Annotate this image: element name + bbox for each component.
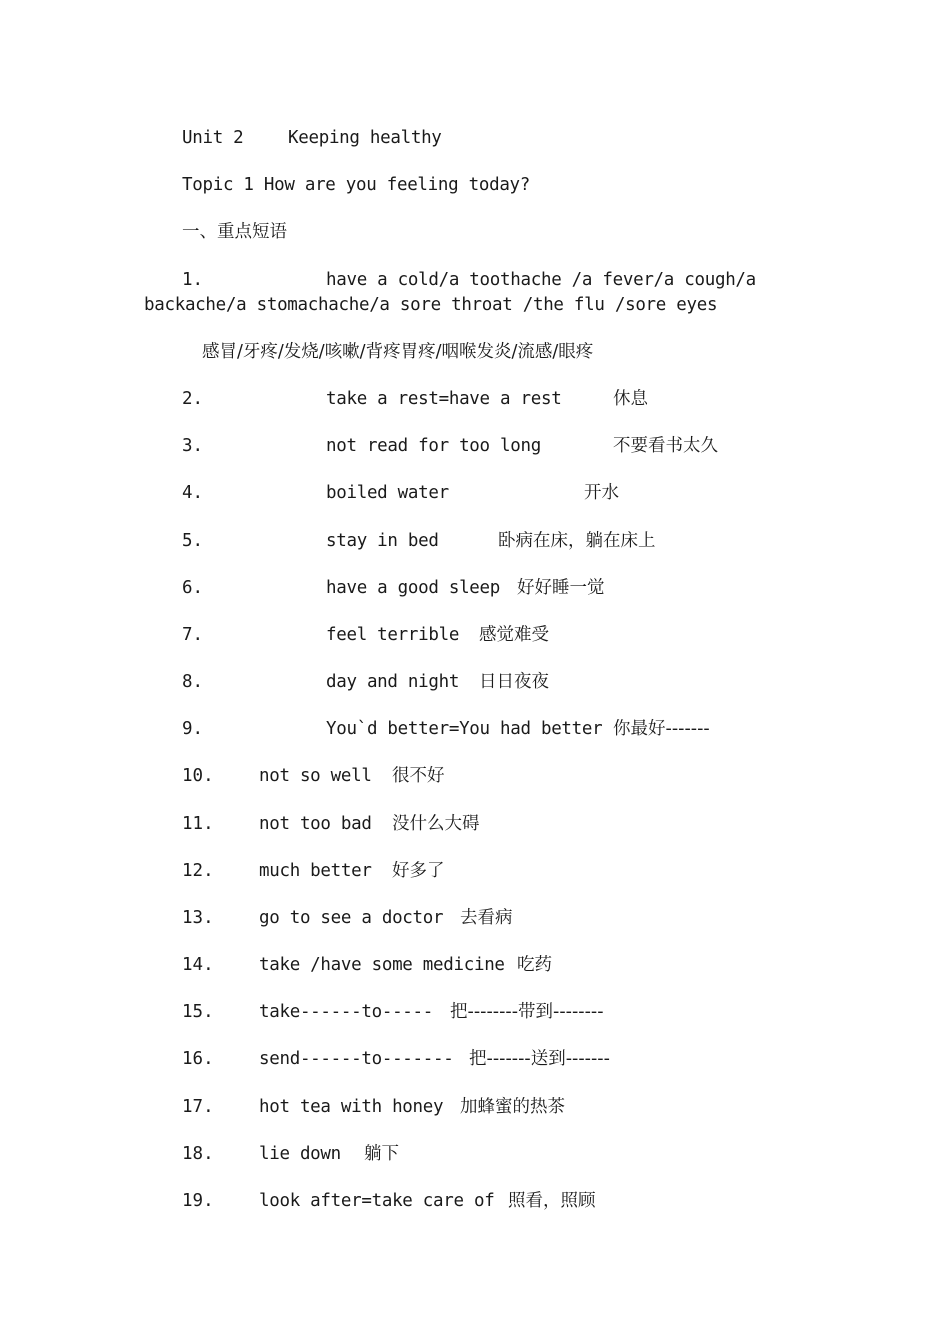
item-number: 6.: [182, 578, 204, 598]
item-english: take------to-----: [259, 1002, 434, 1022]
item-chinese: 很不好: [392, 766, 445, 786]
item-1-chinese: 感冒/牙疼/发烧/咳嗽/背疼胃疼/咽喉发炎/流感/眼疼: [202, 342, 594, 362]
item-english: go to see a doctor: [259, 908, 444, 928]
item-number: 4.: [182, 483, 204, 503]
item-chinese: 感觉难受: [479, 625, 549, 645]
item-chinese: 照看，照顾: [508, 1191, 596, 1211]
item-chinese: 好多了: [392, 861, 445, 881]
item-chinese: 开水: [584, 483, 619, 503]
item-english: send------to-------: [259, 1049, 454, 1069]
unit-label: Unit 2: [182, 128, 244, 148]
item-number: 19.: [182, 1191, 214, 1211]
item-chinese: 日日夜夜: [479, 672, 549, 692]
item-english: stay in bed: [326, 531, 439, 551]
item-chinese: 好好睡一觉: [517, 578, 605, 598]
item-chinese: 把--------带到--------: [450, 1002, 604, 1022]
item-number: 2.: [182, 389, 204, 409]
item-english: hot tea with honey: [259, 1097, 444, 1117]
item-english: take a rest=have a rest: [326, 389, 562, 409]
item-english: have a good sleep: [326, 578, 501, 598]
item-english: not too bad: [259, 814, 372, 834]
item-number: 8.: [182, 672, 204, 692]
item-number: 18.: [182, 1144, 214, 1164]
item-number: 3.: [182, 436, 204, 456]
item-chinese: 躺下: [364, 1144, 399, 1164]
item-chinese: 你最好-------: [613, 719, 710, 739]
item-number: 14.: [182, 955, 214, 975]
item-number: 15.: [182, 1002, 214, 1022]
item-1-english-line2: backache/a stomachache/a sore throat /the flu /sore eyes: [144, 295, 718, 315]
item-english: boiled water: [326, 483, 449, 503]
item-1-number: 1.: [182, 270, 204, 290]
item-chinese: 加蜂蜜的热茶: [460, 1097, 565, 1117]
item-english: day and night: [326, 672, 460, 692]
item-number: 10.: [182, 766, 214, 786]
item-number: 12.: [182, 861, 214, 881]
topic-title: Topic 1 How are you feeling today?: [182, 175, 531, 195]
item-chinese: 没什么大碍: [392, 814, 480, 834]
section-heading: 一、重点短语: [182, 222, 287, 242]
item-number: 17.: [182, 1097, 214, 1117]
item-english: not so well: [259, 766, 372, 786]
item-chinese: 吃药: [517, 955, 552, 975]
item-number: 16.: [182, 1049, 214, 1069]
item-english: not read for too long: [326, 436, 541, 456]
item-chinese: 卧病在床，躺在床上: [498, 531, 656, 551]
item-chinese: 休息: [613, 389, 648, 409]
item-chinese: 不要看书太久: [613, 436, 718, 456]
item-english: feel terrible: [326, 625, 460, 645]
item-english: take /have some medicine: [259, 955, 505, 975]
item-chinese: 去看病: [460, 908, 513, 928]
item-1-english-line1: have a cold/a toothache /a fever/a cough/a: [326, 270, 756, 290]
item-number: 11.: [182, 814, 214, 834]
item-number: 5.: [182, 531, 204, 551]
unit-title: Keeping healthy: [288, 128, 442, 148]
item-english: You`d better=You had better: [326, 719, 603, 739]
item-number: 9.: [182, 719, 204, 739]
item-english: look after=take care of: [259, 1191, 495, 1211]
item-number: 13.: [182, 908, 214, 928]
item-chinese: 把-------送到-------: [469, 1049, 610, 1069]
item-number: 7.: [182, 625, 204, 645]
item-english: much better: [259, 861, 372, 881]
item-english: lie down: [259, 1144, 341, 1164]
